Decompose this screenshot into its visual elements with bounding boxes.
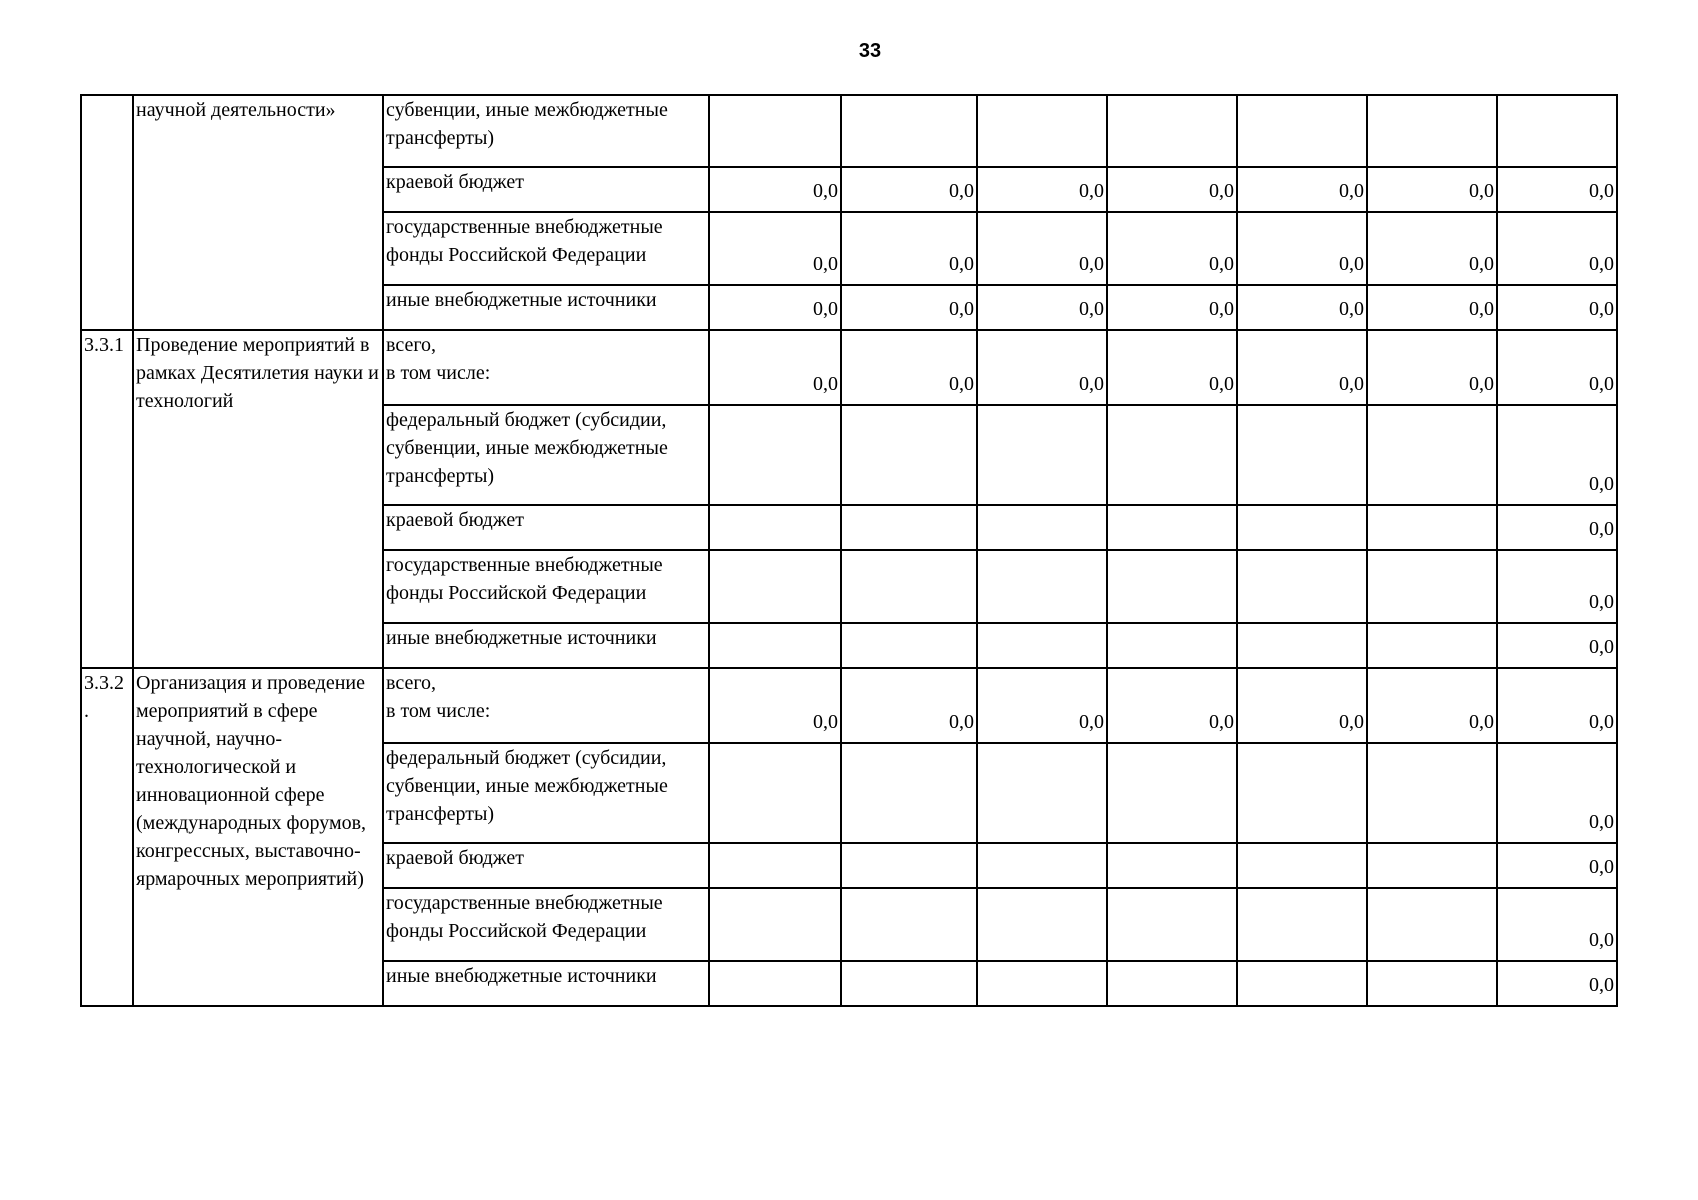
amount-cell <box>1107 743 1237 843</box>
amount-cell: 0,0 <box>1497 330 1617 405</box>
amount-cell: 0,0 <box>709 167 841 212</box>
amount-cell: 0,0 <box>1497 167 1617 212</box>
amount-cell <box>1107 95 1237 167</box>
amount-cell: 0,0 <box>1497 888 1617 961</box>
amount-cell: 0,0 <box>709 285 841 330</box>
amount-cell <box>1367 623 1497 668</box>
amount-cell: 0,0 <box>1107 330 1237 405</box>
amount-cell: 0,0 <box>1497 623 1617 668</box>
amount-cell: 0,0 <box>1367 668 1497 743</box>
amount-cell: 0,0 <box>841 285 977 330</box>
item-code: 3.3.1 <box>84 334 124 356</box>
amount-cell <box>709 888 841 961</box>
amount-cell <box>1367 961 1497 1006</box>
amount-cell <box>709 550 841 623</box>
table-row <box>81 668 1617 743</box>
amount-cell <box>977 550 1107 623</box>
amount-cell <box>709 623 841 668</box>
amount-cell <box>1107 550 1237 623</box>
amount-cell: 0,0 <box>1107 668 1237 743</box>
amount-cell: 0,0 <box>1497 550 1617 623</box>
amount-cell <box>709 843 841 888</box>
budget-table <box>80 94 1618 1007</box>
amount-cell <box>709 95 841 167</box>
amount-cell: 0,0 <box>977 668 1107 743</box>
amount-cell <box>977 743 1107 843</box>
amount-cell <box>841 95 977 167</box>
amount-cell: 0,0 <box>841 330 977 405</box>
amount-cell: 0,0 <box>709 330 841 405</box>
amount-cell <box>977 961 1107 1006</box>
amount-cell <box>841 550 977 623</box>
amount-cell: 0,0 <box>977 212 1107 285</box>
funding-source: государственные внебюджетные фонды Российской Федерации <box>383 550 709 623</box>
amount-cell <box>841 505 977 550</box>
amount-cell <box>977 888 1107 961</box>
amount-cell <box>1237 888 1367 961</box>
amount-cell <box>977 505 1107 550</box>
amount-cell: 0,0 <box>1497 212 1617 285</box>
amount-cell: 0,0 <box>1237 285 1367 330</box>
amount-cell <box>841 843 977 888</box>
amount-cell <box>841 888 977 961</box>
amount-cell: 0,0 <box>1497 743 1617 843</box>
amount-cell <box>709 505 841 550</box>
amount-cell <box>1497 95 1617 167</box>
amount-cell <box>1107 843 1237 888</box>
amount-cell <box>1107 888 1237 961</box>
amount-cell: 0,0 <box>709 668 841 743</box>
amount-cell: 0,0 <box>1497 843 1617 888</box>
amount-cell <box>1367 743 1497 843</box>
amount-cell <box>841 961 977 1006</box>
amount-cell <box>1367 405 1497 505</box>
amount-cell <box>1107 505 1237 550</box>
amount-cell: 0,0 <box>977 167 1107 212</box>
funding-source: краевой бюджет <box>383 843 709 888</box>
amount-cell: 0,0 <box>1497 505 1617 550</box>
amount-cell <box>1237 405 1367 505</box>
amount-cell <box>709 405 841 505</box>
funding-source: иные внебюджетные источники <box>383 623 709 668</box>
amount-cell <box>1107 623 1237 668</box>
funding-source: иные внебюджетные источники <box>383 961 709 1006</box>
amount-cell <box>709 961 841 1006</box>
amount-cell <box>977 843 1107 888</box>
amount-cell <box>1367 888 1497 961</box>
amount-cell: 0,0 <box>1497 405 1617 505</box>
amount-cell <box>1237 843 1367 888</box>
funding-source: всего, в том числе: <box>383 668 709 743</box>
funding-source: федеральный бюджет (субсидии, субвенции, иные межбюджетные трансферты) <box>383 405 709 505</box>
item-code: 3.3.2 <box>84 672 124 694</box>
table-row <box>81 330 1617 405</box>
amount-cell <box>1237 961 1367 1006</box>
amount-cell: 0,0 <box>1497 961 1617 1006</box>
item-name: Организация и проведение мероприятий в сфере научной, научно-технологической и инновационной сфере (международных форумов, конгрессных, выставочно-ярмарочных мероприятий) <box>133 668 383 1006</box>
item-name: Проведение мероприятий в рамках Десятилетия науки и технологий <box>133 330 383 668</box>
amount-cell: 0,0 <box>709 212 841 285</box>
amount-cell <box>709 743 841 843</box>
amount-cell: 0,0 <box>841 167 977 212</box>
amount-cell <box>1367 95 1497 167</box>
amount-cell <box>1237 743 1367 843</box>
amount-cell: 0,0 <box>1107 285 1237 330</box>
amount-cell <box>841 743 977 843</box>
amount-cell: 0,0 <box>1237 668 1367 743</box>
table-row <box>81 95 1617 167</box>
amount-cell: 0,0 <box>977 330 1107 405</box>
item-name: научной деятельности» <box>133 95 383 330</box>
amount-cell <box>1367 550 1497 623</box>
amount-cell <box>977 623 1107 668</box>
amount-cell: 0,0 <box>1237 167 1367 212</box>
funding-source: иные внебюджетные источники <box>383 285 709 330</box>
funding-source: федеральный бюджет (субсидии, субвенции, иные межбюджетные трансферты) <box>383 743 709 843</box>
item-code-cell <box>81 95 133 330</box>
amount-cell: 0,0 <box>1497 668 1617 743</box>
amount-cell: 0,0 <box>841 212 977 285</box>
amount-cell: 0,0 <box>841 668 977 743</box>
amount-cell <box>1237 550 1367 623</box>
amount-cell: 0,0 <box>977 285 1107 330</box>
amount-cell: 0,0 <box>1367 285 1497 330</box>
amount-cell <box>1237 95 1367 167</box>
funding-source: субвенции, иные межбюджетные трансферты) <box>383 95 709 167</box>
item-code-cell <box>81 668 133 1006</box>
amount-cell: 0,0 <box>1237 330 1367 405</box>
amount-cell: 0,0 <box>1367 212 1497 285</box>
amount-cell: 0,0 <box>1367 330 1497 405</box>
item-code-suffix: . <box>84 700 89 722</box>
amount-cell <box>1237 505 1367 550</box>
funding-source: краевой бюджет <box>383 167 709 212</box>
funding-source: всего, в том числе: <box>383 330 709 405</box>
amount-cell: 0,0 <box>1367 167 1497 212</box>
amount-cell <box>977 405 1107 505</box>
amount-cell <box>977 95 1107 167</box>
amount-cell <box>841 405 977 505</box>
funding-source: государственные внебюджетные фонды Российской Федерации <box>383 888 709 961</box>
amount-cell <box>1367 843 1497 888</box>
funding-source: краевой бюджет <box>383 505 709 550</box>
amount-cell: 0,0 <box>1107 212 1237 285</box>
item-code-cell <box>81 330 133 668</box>
amount-cell: 0,0 <box>1497 285 1617 330</box>
amount-cell <box>1237 623 1367 668</box>
amount-cell: 0,0 <box>1237 212 1367 285</box>
amount-cell: 0,0 <box>1107 167 1237 212</box>
amount-cell <box>1367 505 1497 550</box>
page-number: 33 <box>858 40 882 62</box>
amount-cell <box>841 623 977 668</box>
funding-source: государственные внебюджетные фонды Российской Федерации <box>383 212 709 285</box>
amount-cell <box>1107 961 1237 1006</box>
amount-cell <box>1107 405 1237 505</box>
